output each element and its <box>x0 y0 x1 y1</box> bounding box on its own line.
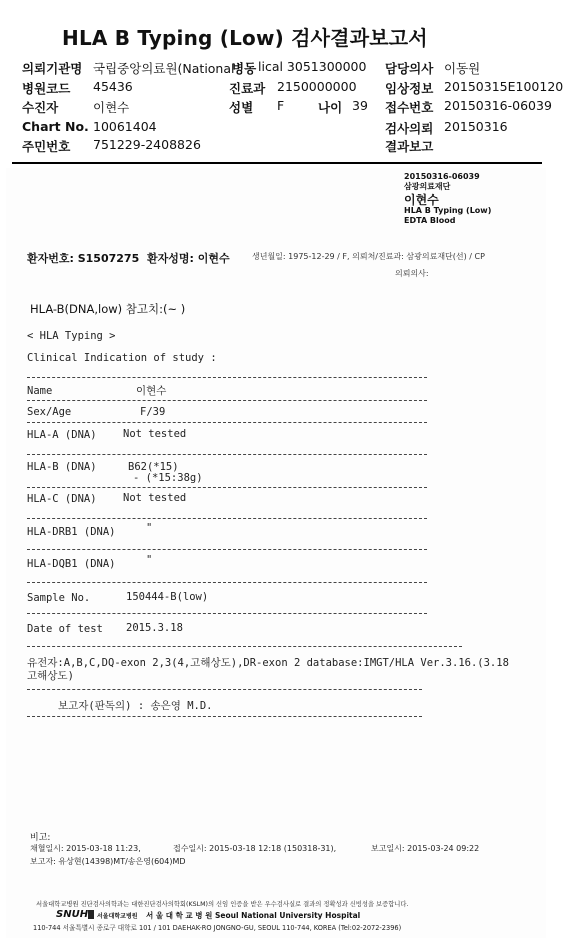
hospital-name: 서 울 대 학 교 병 원 Seoul National University Hospital <box>146 911 361 920</box>
divider <box>27 549 427 550</box>
reporters: 보고자: 유상현(14398)MT/송은영(604)MD <box>30 857 186 866</box>
header-divider <box>12 162 542 164</box>
collected-time: 채혈일시: 2015-03-18 11:23, <box>30 844 141 853</box>
date-value: 2015.3.18 <box>126 622 183 634</box>
divider <box>27 646 462 647</box>
divider <box>27 400 427 401</box>
hla-b-label: HLA-B (DNA) <box>27 461 97 473</box>
hospital-code-value: 45436 <box>93 79 133 94</box>
section-heading: < HLA Typing > <box>27 330 116 342</box>
chart-label: Chart No. <box>22 119 89 134</box>
divider <box>27 377 427 378</box>
age-label: 나이 <box>318 100 343 115</box>
department-value: 2150000000 <box>277 79 357 94</box>
sample-label: Sample No. <box>27 592 91 604</box>
snuh-logo-sub: 서울대학교병원 <box>97 913 138 920</box>
clinical-value: 20150315E100120 <box>444 79 563 94</box>
reporter: 보고자(판독의) : 송은영 M.D. <box>58 700 213 712</box>
drb1-label: HLA-DRB1 (DNA) <box>27 526 116 538</box>
rrn-label: 주민번호 <box>22 139 71 154</box>
sex-value: F <box>277 98 285 113</box>
receipt-value: 20150316-06039 <box>444 98 552 113</box>
genes-line-2: 고해상도) <box>27 670 74 682</box>
physician-label: 의뢰의사: <box>395 269 429 278</box>
patient-no: 환자번호: S1507275 <box>27 252 140 265</box>
request-value: 20150316 <box>444 119 508 134</box>
snuh-logo: SNUH <box>56 909 89 920</box>
drb1-value: " <box>146 522 153 534</box>
hla-a-label: HLA-A (DNA) <box>27 429 97 441</box>
scanned-report <box>6 168 546 938</box>
ward-value: lical 3051300000 <box>258 59 367 74</box>
report-title: HLA B Typing (Low) 검사결과보고서 <box>62 26 428 50</box>
age-value: 39 <box>352 98 368 113</box>
divider <box>27 487 427 488</box>
specimen-tube: EDTA Blood <box>404 216 456 225</box>
reported-time: 보고일시: 2015-03-24 09:22 <box>371 844 480 853</box>
department-label: 진료과 <box>229 81 266 96</box>
rrn-value: 751229-2408826 <box>93 137 201 152</box>
dqb1-value: " <box>146 554 153 566</box>
hospital-address: 110-744 서울특별시 종로구 대학로 101 / 101 DAEHAK-RO JONGNO-GU, SEOUL 110-744, KOREA (Tel:02-2072-2396) <box>33 924 402 932</box>
hla-c-label: HLA-C (DNA) <box>27 493 97 505</box>
divider <box>27 689 422 690</box>
institution-value: 국립중앙의료원(National <box>93 61 235 76</box>
patient-name: 환자성명: 이현수 <box>147 252 230 265</box>
receipt-label: 접수번호 <box>385 100 434 115</box>
received-time: 접수일시: 2015-03-18 12:18 (150318-31), <box>173 844 337 853</box>
ward-label: 병동 <box>232 61 257 76</box>
hla-b-value-1: B62(*15) <box>128 461 179 473</box>
genes-line-1: 유전자:A,B,C,DQ-exon 2,3(4,고해상도),DR-exon 2 database:IMGT/HLA Ver.3.16.(3.18 <box>27 657 509 669</box>
doctor-value: 이동원 <box>444 61 481 76</box>
patient-value: 이현수 <box>93 100 130 115</box>
hla-a-value: Not tested <box>123 428 187 440</box>
snuh-emblem-icon <box>88 910 94 919</box>
sexage-value: F/39 <box>140 406 166 418</box>
date-label: Date of test <box>27 623 103 635</box>
specimen-id: 20150316-06039 <box>404 172 480 181</box>
specimen-test: HLA B Typing (Low) <box>404 206 492 215</box>
clinical-indication: Clinical Indication of study : <box>27 352 217 364</box>
chart-value: 10061404 <box>93 119 157 134</box>
doctor-label: 담당의사 <box>385 61 434 76</box>
specimen-name: 이현수 <box>404 193 439 207</box>
name-label: Name <box>27 385 53 397</box>
institution-label: 의뢰기관명 <box>22 61 83 76</box>
specimen-foundation: 삼광의료재단 <box>404 182 451 191</box>
hla-b-value-2: - (*15:38g) <box>133 472 203 484</box>
patient-details: 생년월일: 1975-12-29 / F, 의뢰처/진료과: 삼광의료재단(선) / CP <box>252 252 485 261</box>
divider <box>27 613 427 614</box>
divider <box>27 422 427 423</box>
note-label: 비고: <box>30 833 51 843</box>
divider <box>27 518 427 519</box>
sexage-label: Sex/Age <box>27 406 72 418</box>
sample-value: 150444-B(low) <box>126 591 209 603</box>
report-heading: HLA-B(DNA,low) 참고치:(~ ) <box>30 302 186 316</box>
divider <box>27 454 427 455</box>
hospital-code-label: 병원코드 <box>22 81 71 96</box>
certification-text: 서울대학교병원 진단검사의학과는 대한진단검사의학회(KSLM)의 신임 인증을 받은 우수검사실로 결과의 정확성과 신빙성을 보증합니다. <box>36 901 409 908</box>
dqb1-label: HLA-DQB1 (DNA) <box>27 558 116 570</box>
hla-c-value: Not tested <box>123 492 187 504</box>
result-label: 결과보고 <box>385 139 434 154</box>
request-label: 검사의뢰 <box>385 121 434 136</box>
patient-label: 수진자 <box>22 100 59 115</box>
divider <box>27 716 422 717</box>
name-value: 이현수 <box>136 385 167 397</box>
sex-label: 성별 <box>229 100 254 115</box>
divider <box>27 582 427 583</box>
clinical-label: 임상정보 <box>385 81 434 96</box>
